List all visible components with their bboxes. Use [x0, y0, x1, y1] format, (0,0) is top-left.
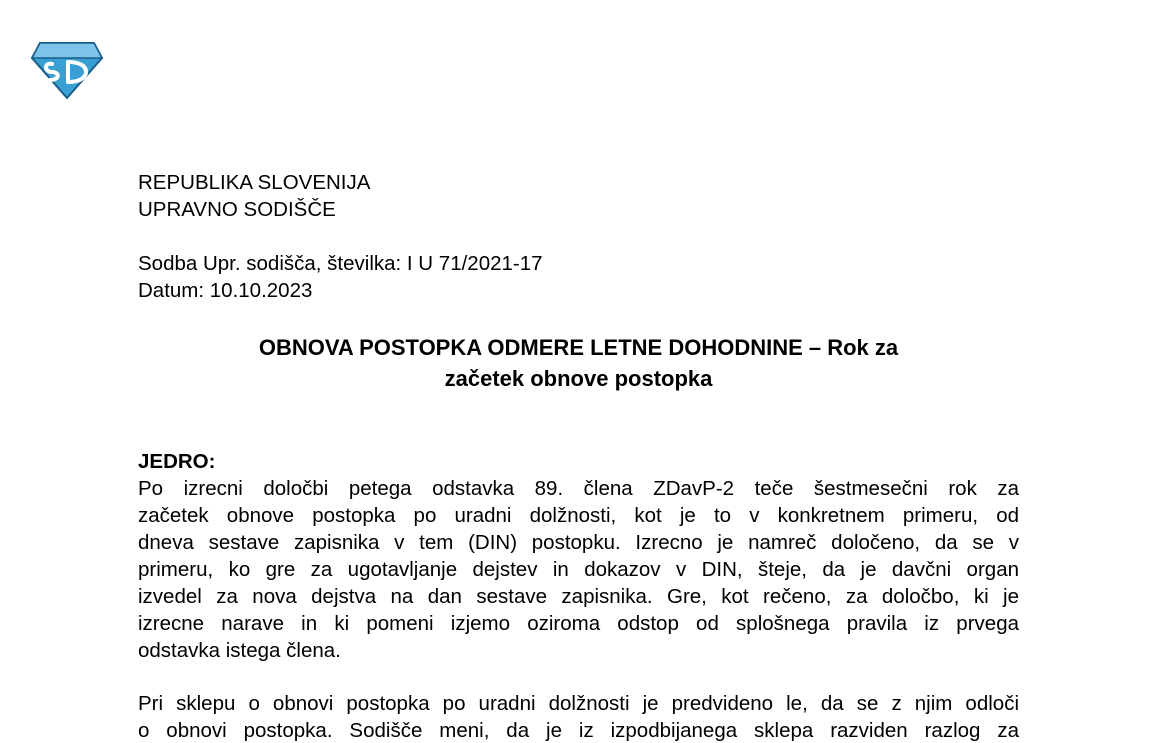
paragraph-line: dneva sestave zapisnika v tem (DIN) postopku. Izrecno je namreč določeno, da se v — [138, 531, 1019, 554]
paragraph-line: o obnovi postopka. Sodišče meni, da je iz izpodbijanega sklepa razviden razlog za — [138, 719, 1019, 742]
jedro-paragraph-2 — [138, 690, 1019, 743]
decision-date: Datum: 10.10.2023 — [138, 279, 313, 302]
paragraph-line: izrecne narave in ki pomeni izjemo oziroma odstop od splošnega pravila iz prvega — [138, 612, 1019, 635]
title-line-1: OBNOVA POSTOPKA ODMERE LETNE DOHODNINE – Rok za — [258, 335, 899, 360]
decision-meta — [138, 250, 543, 304]
court-logo-icon — [30, 40, 104, 100]
republic-name: REPUBLIKA SLOVENIJA — [138, 171, 371, 194]
paragraph-line: Pri sklepu o obnovi postopka po uradni dolžnosti je predvideno le, da se z njim odloči — [138, 692, 1019, 715]
decision-number: Sodba Upr. sodišča, številka: I U 71/2021-17 — [138, 252, 543, 275]
paragraph-line: Po izrecni določbi petega odstavka 89. člena ZDavP-2 teče šestmesečni rok za — [138, 477, 1019, 500]
paragraph-line: odstavka istega člena. — [138, 639, 341, 662]
paragraph-line: izvedel za nova dejstva na dan sestave zapisnika. Gre, kot rečeno, za določbo, ki je — [138, 585, 1019, 608]
court-header — [138, 169, 370, 223]
jedro-paragraph-1 — [138, 475, 1019, 664]
paragraph-line: primeru, ko gre za ugotavljanje dejstev in dokazov v DIN, šteje, da je davčni organ — [138, 558, 1019, 581]
court-name: UPRAVNO SODIŠČE — [138, 198, 336, 221]
jedro-heading: JEDRO: — [138, 450, 216, 473]
paragraph-line: začetek obnove postopka po uradni dolžnosti, kot je to v konkretnem primeru, od — [138, 504, 1019, 527]
title-line-2: začetek obnove postopka — [444, 366, 713, 391]
court-logo — [30, 40, 104, 100]
document-title — [138, 332, 1019, 394]
